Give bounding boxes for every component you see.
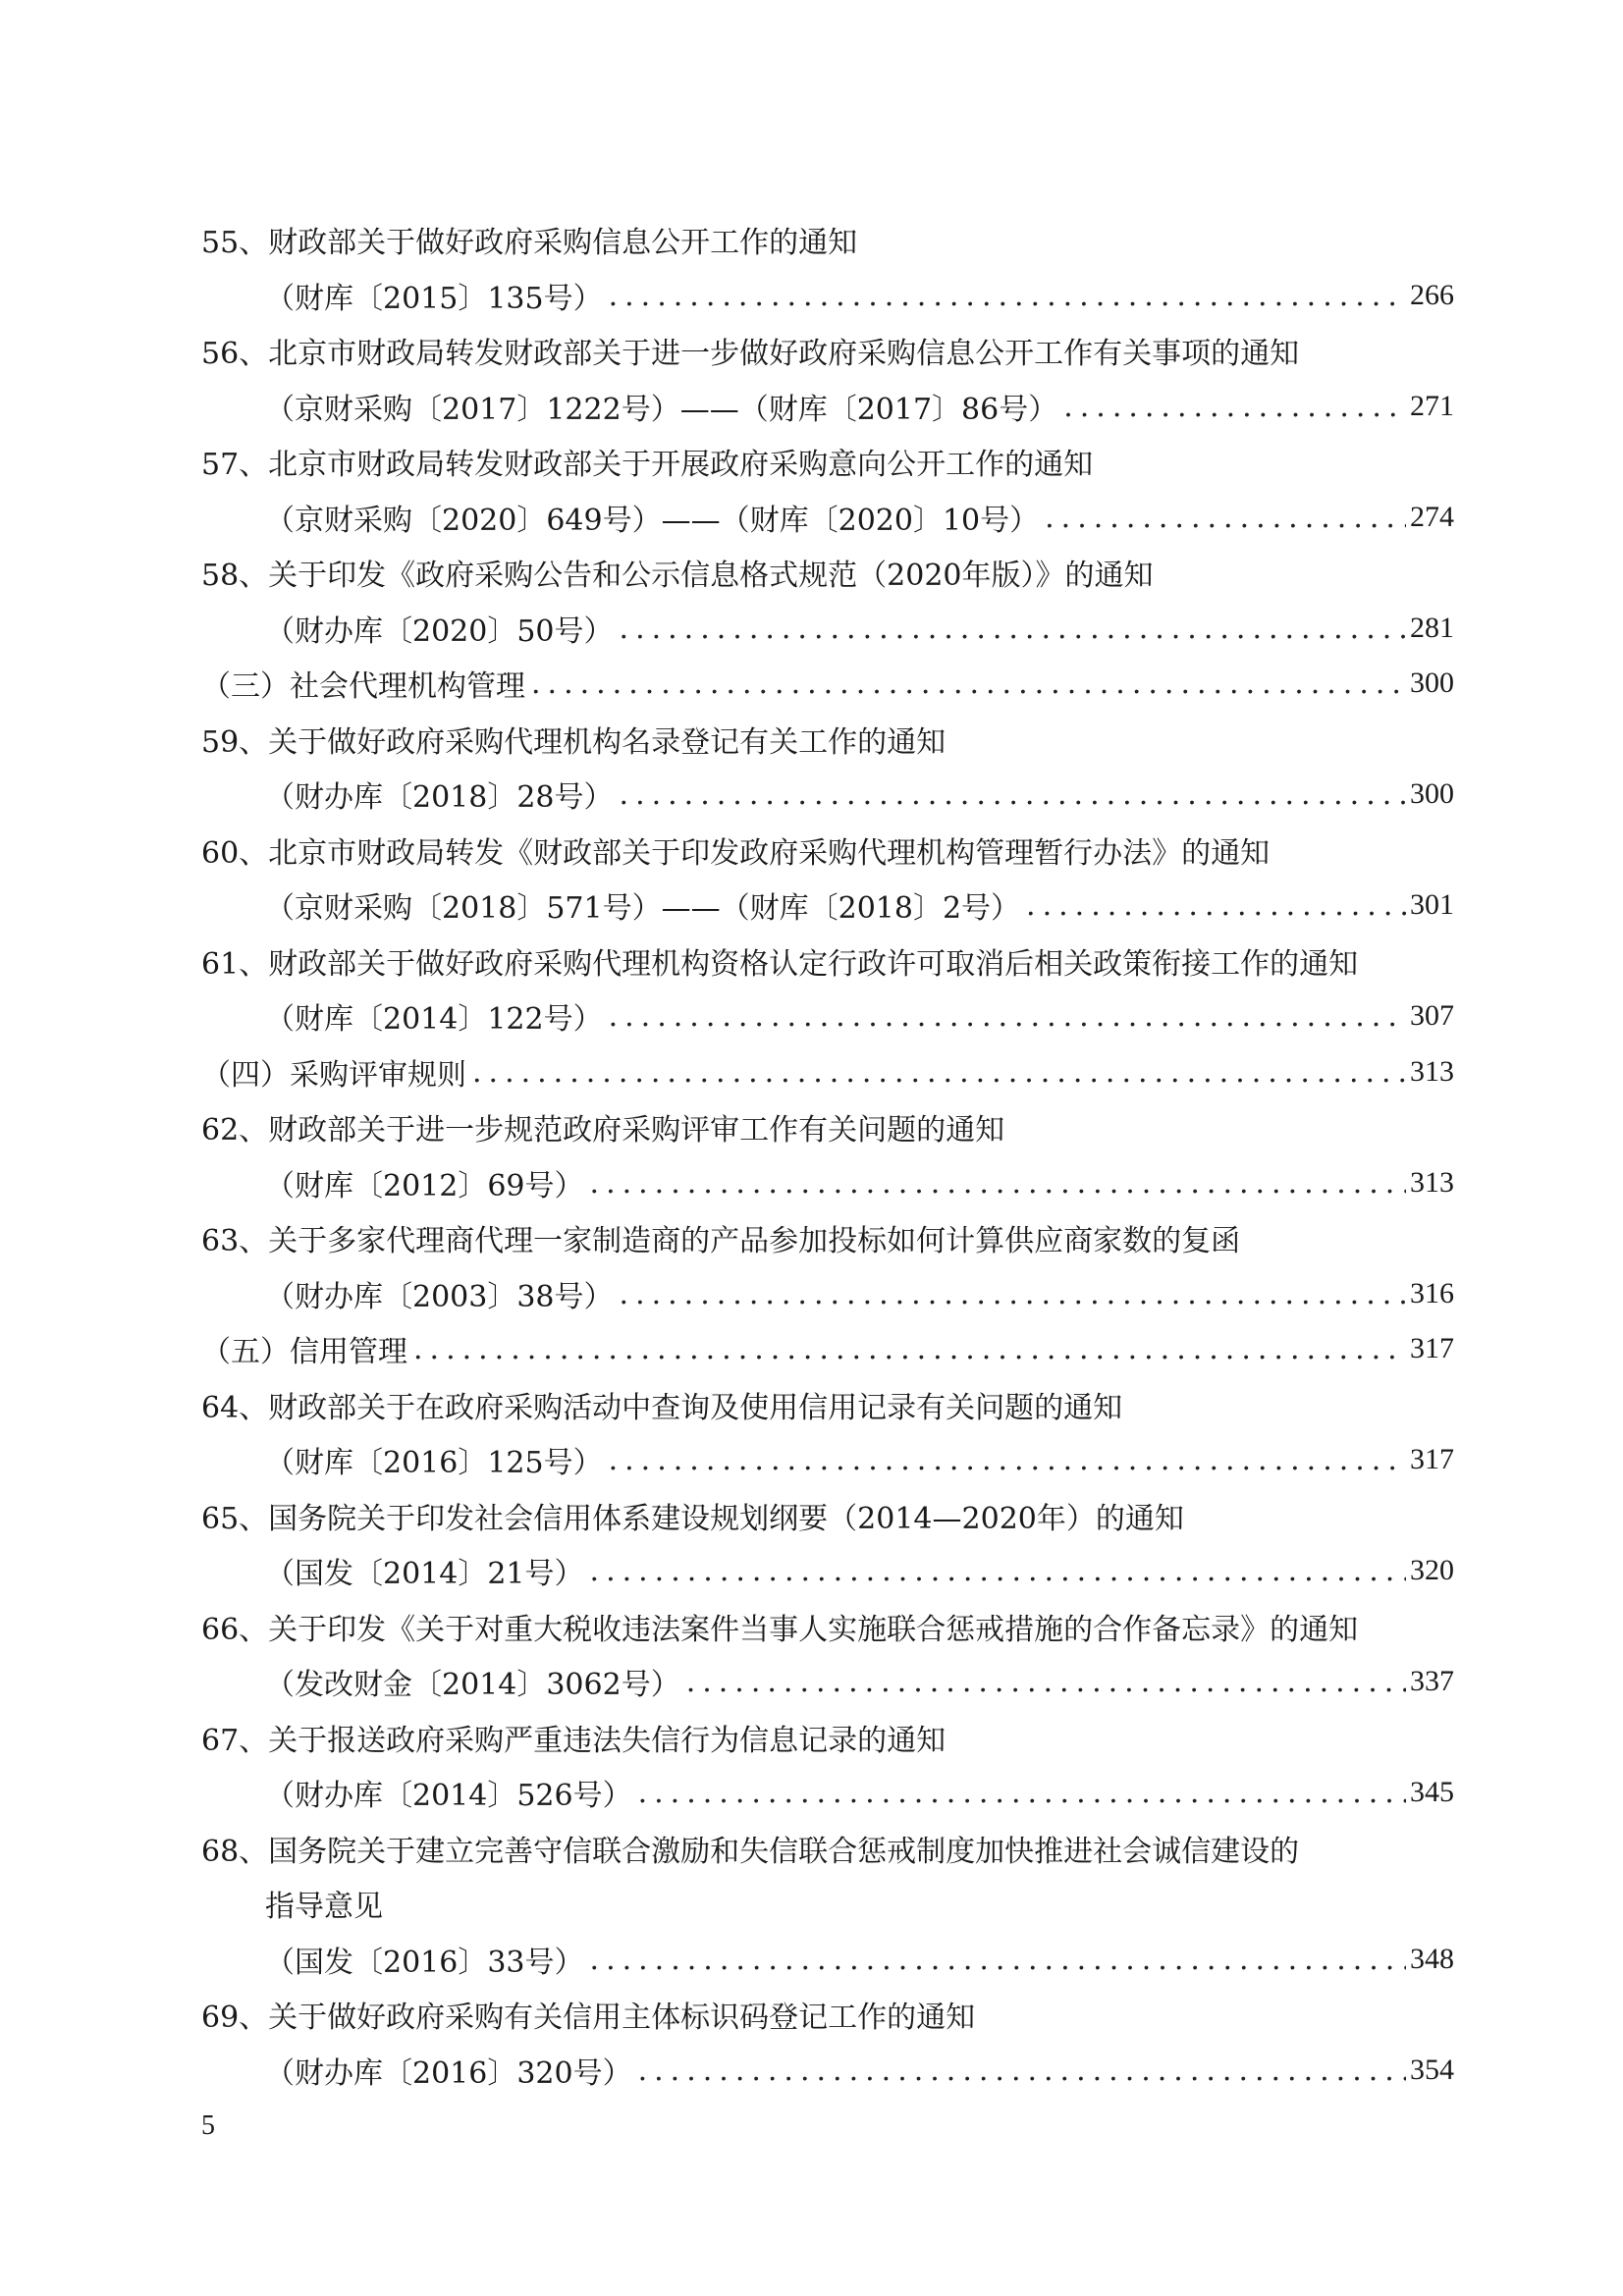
toc-entry-title — [201, 323, 1454, 378]
toc-section-heading — [201, 1321, 1454, 1376]
toc-page-number: 266 — [1410, 279, 1454, 311]
toc-text: 63、关于多家代理商代理一家制造商的产品参加投标如何计算供应商家数的复函 — [201, 1224, 1241, 1258]
toc-text: 59、关于做好政府采购代理机构名录登记有关工作的通知 — [201, 725, 947, 760]
toc-entry-title-continuation — [265, 1876, 1454, 1931]
toc-text: （财办库〔2014〕526号） — [265, 1779, 632, 1813]
dot-leader — [525, 667, 1406, 701]
dot-leader — [466, 1055, 1406, 1090]
dot-leader — [614, 1277, 1406, 1311]
toc-entry-title — [201, 1488, 1454, 1543]
toc-entry-title — [201, 1599, 1454, 1654]
dot-leader — [632, 1776, 1406, 1810]
toc-text: （财办库〔2018〕28号） — [265, 780, 614, 815]
toc-page-number: 281 — [1410, 612, 1454, 644]
dot-leader — [603, 1443, 1406, 1477]
toc-text: 58、关于印发《政府采购公告和公示信息格式规范（2020年版）》的通知 — [201, 559, 1154, 593]
toc-page-number: 271 — [1410, 390, 1454, 422]
toc-text: 57、北京市财政局转发财政部关于开展政府采购意向公开工作的通知 — [201, 448, 1094, 482]
toc-entry-reference — [265, 1432, 1454, 1487]
toc-entry-title — [201, 1987, 1454, 2042]
toc-page-number: 313 — [1410, 1166, 1454, 1199]
dot-leader — [1020, 888, 1406, 923]
toc-entry-reference — [265, 1266, 1454, 1321]
toc-page-number: 345 — [1410, 1776, 1454, 1808]
dot-leader — [632, 2054, 1406, 2088]
toc-text: 65、国务院关于印发社会信用体系建设规划纲要（2014—2020年）的通知 — [201, 1502, 1184, 1536]
toc-page-number: 348 — [1410, 1943, 1454, 1975]
toc-entry-title — [201, 545, 1454, 600]
toc-text: 62、财政部关于进一步规范政府采购评审工作有关问题的通知 — [201, 1113, 1005, 1148]
toc-entry-title — [201, 434, 1454, 489]
toc-entry-reference — [265, 1932, 1454, 1987]
toc-entry-reference — [265, 1543, 1454, 1598]
toc-text: （国发〔2016〕33号） — [265, 1946, 584, 1980]
toc-entry-title — [201, 1210, 1454, 1265]
toc-text: 69、关于做好政府采购有关信用主体标识码登记工作的通知 — [201, 2001, 976, 2035]
toc-page-number: 300 — [1410, 667, 1454, 699]
toc-entry-title — [201, 1710, 1454, 1765]
toc-entry-reference — [265, 988, 1454, 1043]
toc-text: 55、财政部关于做好政府采购信息公开工作的通知 — [201, 226, 858, 260]
toc-text: （四）采购评审规则 — [201, 1058, 466, 1093]
toc-entry-reference — [265, 379, 1454, 434]
dot-leader — [614, 777, 1406, 812]
toc-text: （财办库〔2020〕50号） — [265, 614, 614, 649]
toc-text: （国发〔2014〕21号） — [265, 1557, 584, 1591]
toc-page-number: 317 — [1410, 1332, 1454, 1364]
toc-text: （京财采购〔2020〕649号）——（财库〔2020〕10号） — [265, 504, 1040, 538]
toc-entry-title — [201, 1377, 1454, 1432]
toc-page-number: 317 — [1410, 1443, 1454, 1475]
toc-text: （财库〔2016〕125号） — [265, 1446, 603, 1480]
dot-leader — [603, 999, 1406, 1034]
toc-entry-reference — [265, 601, 1454, 656]
toc-section-heading — [201, 1044, 1454, 1099]
toc-text: （三）社会代理机构管理 — [201, 669, 525, 704]
toc-page-number: 301 — [1410, 888, 1454, 921]
toc-page-number: 316 — [1410, 1277, 1454, 1309]
toc-text: 56、北京市财政局转发财政部关于进一步做好政府采购信息公开工作有关事项的通知 — [201, 337, 1300, 371]
toc-page-number: 337 — [1410, 1665, 1454, 1697]
toc-page-number: 274 — [1410, 501, 1454, 533]
dot-leader — [1039, 501, 1406, 535]
dot-leader — [680, 1665, 1406, 1699]
toc-text: 指导意见 — [265, 1890, 383, 1924]
toc-entry-title — [201, 934, 1454, 988]
dot-leader — [407, 1332, 1406, 1366]
toc-text: （财库〔2015〕135号） — [265, 282, 603, 316]
toc-page-number: 307 — [1410, 999, 1454, 1032]
toc-text: 68、国务院关于建立完善守信联合激励和失信联合惩戒制度加快推进社会诚信建设的 — [201, 1835, 1300, 1869]
toc-page-number: 313 — [1410, 1055, 1454, 1088]
toc-section-heading — [201, 656, 1454, 711]
toc-text: （京财采购〔2018〕571号）——（财库〔2018〕2号） — [265, 891, 1021, 926]
toc-text: （财办库〔2003〕38号） — [265, 1280, 614, 1314]
toc-entry-title — [201, 823, 1454, 878]
page-number: 5 — [201, 2110, 215, 2141]
toc-text: （京财采购〔2017〕1222号）——（财库〔2017〕86号） — [265, 393, 1058, 427]
toc-entry-title — [201, 712, 1454, 767]
toc-text: 67、关于报送政府采购严重违法失信行为信息记录的通知 — [201, 1724, 947, 1758]
dot-leader — [584, 1554, 1406, 1588]
toc-entry-title — [201, 1099, 1454, 1154]
toc-page-number: 354 — [1410, 2054, 1454, 2086]
toc-entry-reference — [265, 767, 1454, 822]
toc-text: 61、财政部关于做好政府采购代理机构资格认定行政许可取消后相关政策衔接工作的通知 — [201, 947, 1359, 982]
toc-entry-title — [201, 1821, 1454, 1876]
dot-leader — [1057, 390, 1406, 424]
toc-text: 64、财政部关于在政府采购活动中查询及使用信用记录有关问题的通知 — [201, 1391, 1123, 1425]
toc-page-number: 300 — [1410, 777, 1454, 810]
toc-text: （财库〔2012〕69号） — [265, 1169, 584, 1203]
toc-entry-reference — [265, 1654, 1454, 1709]
toc-text: （财库〔2014〕122号） — [265, 1002, 603, 1037]
toc-entry-reference — [265, 490, 1454, 545]
toc-text: （五）信用管理 — [201, 1335, 407, 1369]
toc-entry-reference — [265, 1765, 1454, 1820]
toc-text: 60、北京市财政局转发《财政部关于印发政府采购代理机构管理暂行办法》的通知 — [201, 836, 1271, 871]
toc-entry-title — [201, 212, 1454, 267]
dot-leader — [584, 1166, 1406, 1201]
toc-text: （财办库〔2016〕320号） — [265, 2056, 632, 2091]
toc-entry-reference — [265, 1155, 1454, 1210]
dot-leader — [603, 279, 1406, 313]
toc-entry-reference — [265, 268, 1454, 323]
toc-text: 66、关于印发《关于对重大税收违法案件当事人实施联合惩戒措施的合作备忘录》的通知 — [201, 1613, 1359, 1647]
toc-page-number: 320 — [1410, 1554, 1454, 1586]
toc-entry-reference — [265, 878, 1454, 933]
dot-leader — [584, 1943, 1406, 1977]
toc-text: （发改财金〔2014〕3062号） — [265, 1668, 680, 1702]
dot-leader — [614, 612, 1406, 646]
toc-entry-reference — [265, 2043, 1454, 2098]
